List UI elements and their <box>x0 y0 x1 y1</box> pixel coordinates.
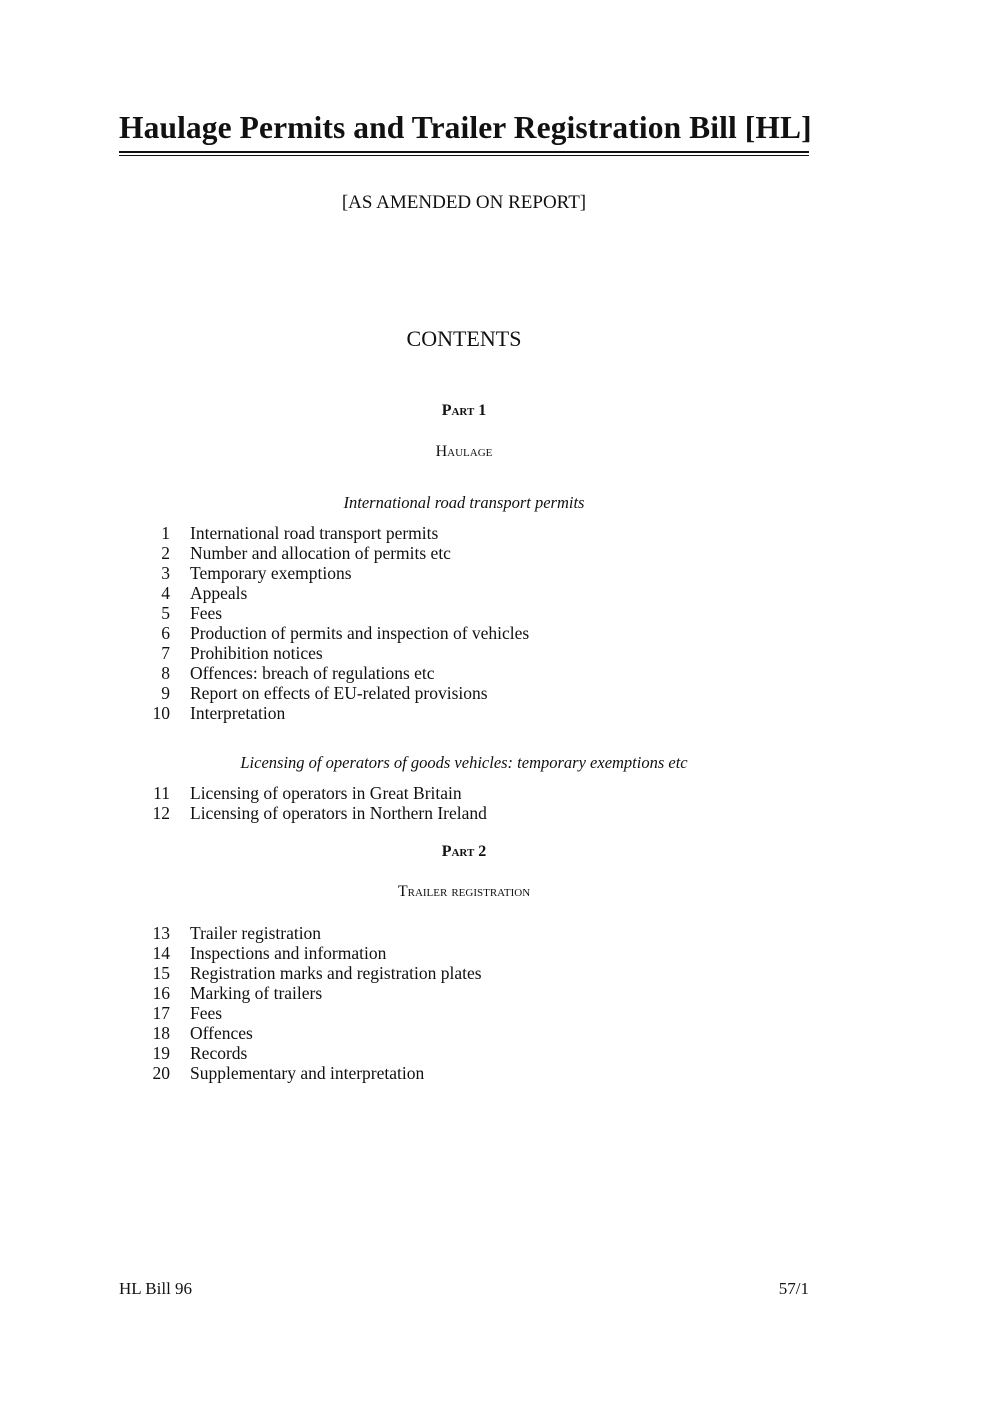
clause-title: Supplementary and interpretation <box>190 1063 425 1083</box>
contents-entry[interactable] <box>130 1043 730 1063</box>
clause-number: 4 <box>161 583 170 603</box>
group-heading: Licensing of operators of goods vehicles: temporary exemptions etc <box>240 753 688 772</box>
contents-entry[interactable] <box>130 643 730 663</box>
clause-title: Prohibition notices <box>190 643 323 663</box>
contents-entry[interactable] <box>130 803 730 823</box>
contents-entry[interactable] <box>130 663 730 683</box>
clause-title: Fees <box>190 603 223 623</box>
part-1-heading: Haulage <box>435 443 493 460</box>
contents-entry[interactable] <box>130 923 730 943</box>
contents-entry[interactable] <box>130 943 730 963</box>
clause-number: 13 <box>152 923 170 943</box>
clause-number: 7 <box>161 643 170 663</box>
clause-title: Marking of trailers <box>190 983 323 1003</box>
clause-title: Report on effects of EU-related provisions <box>190 683 488 703</box>
contents-entry[interactable] <box>130 683 730 703</box>
clause-number: 18 <box>152 1023 170 1043</box>
bill-title: Haulage Permits and Trailer Registration Bill [HL] <box>119 110 812 145</box>
contents-list <box>130 523 730 723</box>
contents-entry[interactable] <box>130 983 730 1003</box>
contents-entry[interactable] <box>130 623 730 643</box>
clause-title: Offences: breach of regulations etc <box>190 663 435 683</box>
clause-number: 5 <box>161 603 170 623</box>
part-2-label: Part 2 <box>441 843 487 860</box>
clause-title: Interpretation <box>190 703 286 723</box>
clause-number: 12 <box>152 803 170 823</box>
contents-entry[interactable] <box>130 603 730 623</box>
contents-entry[interactable] <box>130 703 730 723</box>
clause-number: 11 <box>153 783 170 803</box>
clause-title: Temporary exemptions <box>190 563 352 583</box>
clause-title: Offences <box>190 1023 253 1043</box>
contents-heading: CONTENTS <box>406 326 522 351</box>
clause-number: 19 <box>152 1043 170 1063</box>
part-2-heading: Trailer registration <box>397 883 531 900</box>
clause-title: Records <box>190 1043 248 1063</box>
contents-entry[interactable] <box>130 523 730 543</box>
contents-entry[interactable] <box>130 583 730 603</box>
clause-title: Number and allocation of permits etc <box>190 543 451 563</box>
contents-entry[interactable] <box>130 1023 730 1043</box>
clause-number: 9 <box>161 683 170 703</box>
part-1-label: Part 1 <box>441 402 487 419</box>
contents-entry[interactable] <box>130 963 730 983</box>
clause-title: Licensing of operators in Northern Ireland <box>190 803 487 823</box>
contents-entry[interactable] <box>130 1063 730 1083</box>
clause-title: Inspections and information <box>190 943 387 963</box>
clause-title: Trailer registration <box>190 923 322 943</box>
clause-number: 8 <box>161 663 170 683</box>
clause-number: 14 <box>152 943 170 963</box>
title-rule <box>119 151 809 153</box>
clause-number: 1 <box>161 523 170 543</box>
clause-title: Fees <box>190 1003 223 1023</box>
contents-list <box>130 783 730 823</box>
contents-entry[interactable] <box>130 1003 730 1023</box>
clause-number: 16 <box>152 983 170 1003</box>
clause-title: Production of permits and inspection of vehicles <box>190 623 530 643</box>
contents-entry[interactable] <box>130 783 730 803</box>
clause-number: 15 <box>152 963 170 983</box>
contents-entry[interactable] <box>130 563 730 583</box>
clause-title: International road transport permits <box>190 523 439 543</box>
clause-number: 2 <box>161 543 170 563</box>
clause-title: Licensing of operators in Great Britain <box>190 783 462 803</box>
page-reference: 57/1 <box>778 1279 809 1298</box>
contents-list <box>130 923 730 1083</box>
clause-number: 20 <box>152 1063 170 1083</box>
clause-number: 3 <box>161 563 170 583</box>
clause-number: 17 <box>152 1003 170 1023</box>
title-rule <box>119 155 809 156</box>
group-heading: International road transport permits <box>343 493 585 512</box>
clause-number: 6 <box>161 623 170 643</box>
clause-number: 10 <box>152 703 170 723</box>
bill-status: [AS AMENDED ON REPORT] <box>341 192 587 213</box>
contents-entry[interactable] <box>130 543 730 563</box>
clause-title: Appeals <box>190 583 248 603</box>
clause-title: Registration marks and registration plates <box>190 963 482 983</box>
bill-number: HL Bill 96 <box>119 1279 193 1298</box>
